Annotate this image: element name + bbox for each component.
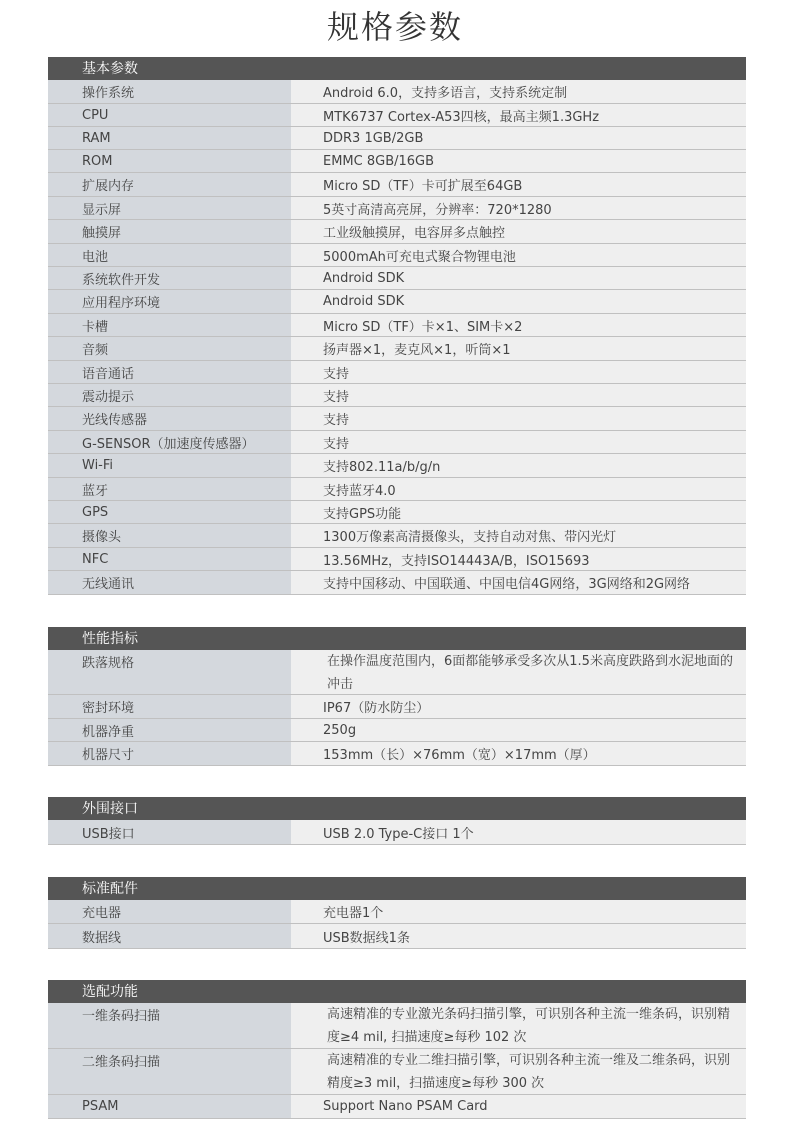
spec-value: Android SDK: [291, 267, 746, 289]
spec-label: 震动提示: [48, 384, 291, 406]
spec-label: 二维条码扫描: [48, 1049, 291, 1094]
spec-row: [48, 314, 746, 337]
spec-row: [48, 742, 746, 766]
spec-label: 应用程序环境: [48, 290, 291, 313]
spec-row: [48, 454, 746, 478]
spec-value: 支持中国移动、中国联通、中国电信4G网络，3G网络和2G网络: [291, 571, 746, 594]
spec-row: [48, 501, 746, 524]
spec-row: [48, 1095, 746, 1119]
spec-section: [48, 797, 746, 845]
spec-label: 触摸屏: [48, 220, 291, 243]
spec-row: [48, 1003, 746, 1049]
spec-row: [48, 220, 746, 244]
spec-section: [48, 877, 746, 949]
spec-value: 扬声器×1，麦克风×1，听筒×1: [291, 337, 746, 360]
spec-value: 支持: [291, 431, 746, 453]
spec-label: PSAM: [48, 1095, 291, 1118]
spec-row: [48, 150, 746, 173]
spec-value: 在操作温度范围内，6面都能够承受多次从1.5米高度跌路到水泥地面的冲击: [291, 650, 746, 694]
spec-label: 机器净重: [48, 719, 291, 741]
spec-row: [48, 820, 746, 845]
spec-value: Android SDK: [291, 290, 746, 313]
spec-value: 5英寸高清高亮屏，分辨率：720*1280: [291, 197, 746, 219]
spec-row: [48, 695, 746, 719]
spec-label: Wi-Fi: [48, 454, 291, 477]
spec-value: USB 2.0 Type-C接口 1个: [291, 820, 746, 844]
spec-row: [48, 407, 746, 431]
spec-value: 工业级触摸屏，电容屏多点触控: [291, 220, 746, 243]
spec-row: [48, 524, 746, 548]
spec-label: 扩展内存: [48, 173, 291, 196]
spec-value: 支持802.11a/b/g/n: [291, 454, 746, 477]
spec-label: 显示屏: [48, 197, 291, 219]
spec-value: 13.56MHz，支持ISO14443A/B，ISO15693: [291, 548, 746, 570]
spec-row: [48, 650, 746, 695]
section-header: 外围接口: [48, 797, 746, 820]
page-title: 规格参数: [326, 8, 463, 46]
spec-value: 153mm（长）×76mm（宽）×17mm（厚）: [291, 742, 746, 765]
spec-row: [48, 571, 746, 595]
spec-value: USB数据线1条: [291, 924, 746, 948]
spec-row: [48, 80, 746, 104]
spec-row: [48, 719, 746, 742]
spec-value: 高速精准的专业激光条码扫描引擎，可识别各种主流一维条码，识别精度≥4 mil, 扫描速度≥每秒 102 次: [291, 1003, 746, 1048]
spec-row: [48, 104, 746, 127]
spec-row: [48, 127, 746, 150]
spec-label: CPU: [48, 104, 291, 126]
spec-label: 充电器: [48, 900, 291, 923]
spec-section: [48, 57, 746, 595]
spec-row: [48, 244, 746, 267]
spec-value: 支持: [291, 407, 746, 430]
spec-value: 支持: [291, 384, 746, 406]
section-header: 性能指标: [48, 627, 746, 650]
spec-label: 音频: [48, 337, 291, 360]
spec-value: Android 6.0，支持多语言，支持系统定制: [291, 80, 746, 103]
spec-label: 光线传感器: [48, 407, 291, 430]
spec-label: 电池: [48, 244, 291, 266]
spec-row: [48, 924, 746, 949]
spec-label: 卡槽: [48, 314, 291, 336]
spec-label: 摄像头: [48, 524, 291, 547]
spec-section: [48, 980, 746, 1119]
spec-row: [48, 478, 746, 501]
spec-value: Micro SD（TF）卡×1、SIM卡×2: [291, 314, 746, 336]
spec-value: Support Nano PSAM Card: [291, 1095, 746, 1118]
spec-value: 高速精准的专业二维扫描引擎，可识别各种主流一维及二维条码，识别精度≥3 mil，扫描速度≥每秒 300 次: [291, 1049, 746, 1094]
section-header: 标准配件: [48, 877, 746, 900]
spec-value: DDR3 1GB/2GB: [291, 127, 746, 149]
spec-value: MTK6737 Cortex-A53四核，最高主频1.3GHz: [291, 104, 746, 126]
spec-row: [48, 337, 746, 361]
spec-value: 250g: [291, 719, 746, 741]
spec-label: 密封环境: [48, 695, 291, 718]
spec-label: ROM: [48, 150, 291, 172]
spec-label: NFC: [48, 548, 291, 570]
spec-label: RAM: [48, 127, 291, 149]
section-header: 选配功能: [48, 980, 746, 1003]
spec-label: 机器尺寸: [48, 742, 291, 765]
spec-label: 系统软件开发: [48, 267, 291, 289]
spec-row: [48, 548, 746, 571]
spec-section: [48, 627, 746, 766]
spec-row: [48, 361, 746, 384]
spec-value: 1300万像素高清摄像头，支持自动对焦、带闪光灯: [291, 524, 746, 547]
spec-row: [48, 900, 746, 924]
spec-label: USB接口: [48, 820, 291, 844]
spec-row: [48, 384, 746, 407]
spec-value: IP67（防水防尘）: [291, 695, 746, 718]
spec-label: 数据线: [48, 924, 291, 948]
spec-row: [48, 290, 746, 314]
spec-row: [48, 431, 746, 454]
spec-label: 语音通话: [48, 361, 291, 383]
spec-label: 蓝牙: [48, 478, 291, 500]
spec-label: 一维条码扫描: [48, 1003, 291, 1048]
spec-label: G-SENSOR（加速度传感器）: [48, 431, 291, 453]
spec-value: 5000mAh可充电式聚合物锂电池: [291, 244, 746, 266]
spec-label: 跌落规格: [48, 650, 291, 694]
spec-value: Micro SD（TF）卡可扩展至64GB: [291, 173, 746, 196]
spec-row: [48, 267, 746, 290]
spec-row: [48, 1049, 746, 1095]
spec-value: 支持: [291, 361, 746, 383]
spec-label: 无线通讯: [48, 571, 291, 594]
spec-value: 支持GPS功能: [291, 501, 746, 523]
spec-value: 充电器1个: [291, 900, 746, 923]
spec-row: [48, 173, 746, 197]
spec-row: [48, 197, 746, 220]
spec-label: 操作系统: [48, 80, 291, 103]
section-header: 基本参数: [48, 57, 746, 80]
spec-value: EMMC 8GB/16GB: [291, 150, 746, 172]
spec-value: 支持蓝牙4.0: [291, 478, 746, 500]
spec-label: GPS: [48, 501, 291, 523]
